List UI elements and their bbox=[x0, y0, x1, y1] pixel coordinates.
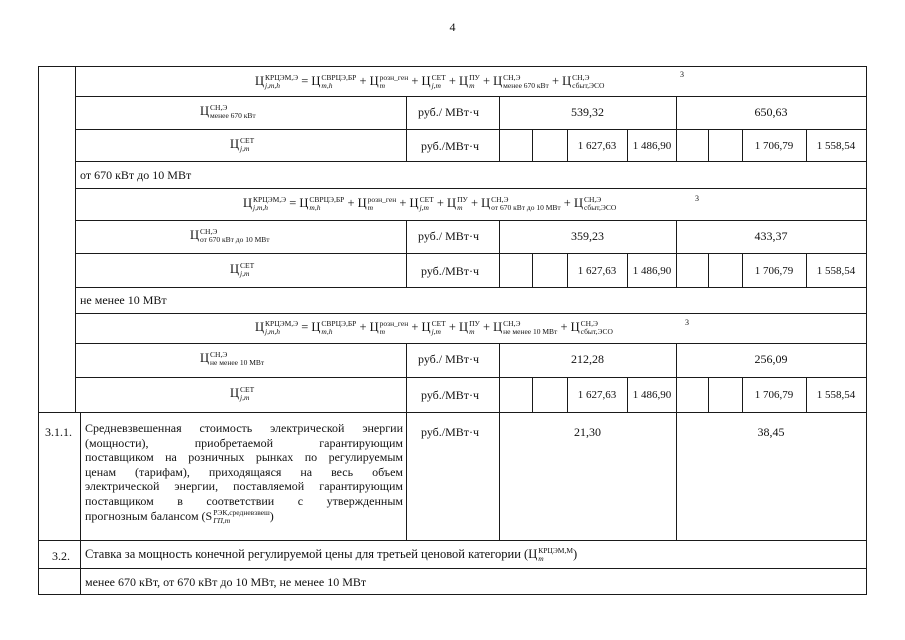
value-cell: 1 706,79 bbox=[754, 389, 794, 401]
column-divider bbox=[406, 220, 407, 287]
value-cell: 1 627,63 bbox=[577, 389, 617, 401]
row-divider bbox=[75, 129, 867, 130]
row-divider bbox=[75, 220, 867, 221]
row-divider bbox=[75, 343, 867, 344]
row-divider bbox=[75, 188, 867, 189]
group-header: не менее 10 МВт bbox=[80, 293, 167, 307]
value-cell: 1 706,79 bbox=[754, 265, 794, 277]
row-divider bbox=[38, 540, 867, 541]
subcolumn-divider bbox=[708, 129, 709, 161]
value-cell: 1 558,54 bbox=[816, 265, 856, 277]
formula-krcem-670-10: Ц КРЦЭМ,Э j,m,h = Ц СВРЦЭ,БР m,h + Ц розн_ген m + Ц СЕТ j,m + Ц ПУ m + Ц СН,Э от 670 кВт до 10 МВт + Ц СН,Э сбыт,ЭСО bbox=[243, 195, 617, 213]
cn-label: Ц СН,Э менее 670 кВт bbox=[200, 103, 256, 121]
row-divider bbox=[75, 313, 867, 314]
row-divider bbox=[75, 377, 867, 378]
value-cell: 650,63 bbox=[754, 105, 788, 119]
value-cell: 359,23 bbox=[571, 229, 604, 243]
formula-krcem-less-670: Ц КРЦЭМ,Э j,m,h = Ц СВРЦЭ,БР m,h + Ц розн_ген m + Ц СЕТ j,m + Ц ПУ m + Ц СН,Э менее 670 кВт + Ц СН,Э сбыт,ЭСО bbox=[255, 73, 605, 91]
row-number: 3.1.1. bbox=[45, 425, 72, 439]
column-divider bbox=[75, 66, 76, 412]
row-divider bbox=[75, 287, 867, 288]
unit-cell: руб./ МВт·ч bbox=[418, 352, 480, 366]
subcolumn-divider bbox=[532, 253, 533, 287]
value-cell: 1 558,54 bbox=[816, 389, 856, 401]
row-divider bbox=[75, 96, 867, 97]
row-description: менее 670 кВт, от 670 кВт до 10 МВт, не менее 10 МВт bbox=[85, 575, 367, 589]
set-label: Ц СЕТ j,m bbox=[230, 385, 255, 403]
value-cell: 21,30 bbox=[574, 425, 601, 439]
unit-cell: руб./МВт·ч bbox=[421, 388, 480, 402]
formula-krcem-not-less-10: Ц КРЦЭМ,Э j,m,h = Ц СВРЦЭ,БР m,h + Ц розн_ген m + Ц СЕТ j,m + Ц ПУ m + Ц СН,Э не менее 10 МВт + Ц СН,Э сбыт,ЭСО bbox=[255, 319, 613, 337]
description-line: ценам (тарифам), приходящаяся на весь объем bbox=[85, 464, 403, 479]
description-line: прогнозным балансом (S РЭК,средневзвеш ГП,m ) bbox=[85, 507, 274, 525]
set-label: Ц СЕТ j,m bbox=[230, 261, 255, 279]
footnote-marker: 3 bbox=[695, 194, 699, 203]
table-border-right bbox=[866, 66, 867, 594]
footnote-marker: 3 bbox=[685, 318, 689, 327]
value-cell: 1 486,90 bbox=[632, 265, 672, 277]
footnote-marker: 3 bbox=[680, 70, 684, 79]
value-cell: 539,32 bbox=[571, 105, 604, 119]
value-cell: 256,09 bbox=[754, 352, 788, 366]
unit-cell: руб./МВт·ч bbox=[421, 139, 480, 153]
cn-label: Ц СН,Э не менее 10 МВт bbox=[200, 350, 265, 368]
column-divider bbox=[80, 412, 81, 594]
unit-cell: руб./ МВт·ч bbox=[418, 105, 480, 119]
row-divider bbox=[38, 568, 867, 569]
unit-cell: руб./МВт·ч bbox=[421, 264, 480, 278]
row-divider bbox=[75, 161, 867, 162]
column-divider bbox=[406, 96, 407, 161]
column-divider bbox=[676, 343, 677, 540]
row-description: Ставка за мощность конечной регулируемой цены для третьей ценовой категории (Ц КРЦЭМ,М m ) bbox=[85, 546, 578, 564]
table-border-left bbox=[38, 66, 39, 594]
description-line: электрической энергии, поставляемой гарантирующим bbox=[85, 479, 403, 494]
subcolumn-divider bbox=[708, 377, 709, 412]
subcolumn-divider bbox=[708, 253, 709, 287]
value-cell: 1 627,63 bbox=[577, 140, 617, 152]
page-number: 4 bbox=[449, 20, 456, 34]
description-line: Средневзвешенная стоимость электрической энергии bbox=[85, 421, 403, 435]
row-description bbox=[85, 421, 403, 525]
value-cell: 1 627,63 bbox=[577, 265, 617, 277]
subcolumn-divider bbox=[532, 129, 533, 161]
value-cell: 1 486,90 bbox=[632, 389, 672, 401]
column-divider bbox=[406, 343, 407, 540]
row-divider bbox=[75, 253, 867, 254]
table-border-bottom bbox=[38, 594, 867, 595]
value-cell: 1 706,79 bbox=[754, 140, 794, 152]
row-number: 3.2. bbox=[52, 549, 70, 563]
value-cell: 38,45 bbox=[757, 425, 785, 439]
column-divider bbox=[499, 343, 500, 540]
value-cell: 433,37 bbox=[754, 229, 788, 243]
row-divider bbox=[38, 412, 867, 413]
unit-cell: руб./МВт·ч bbox=[421, 425, 480, 439]
unit-cell: руб./ МВт·ч bbox=[418, 229, 480, 243]
group-header: от 670 кВт до 10 МВт bbox=[80, 168, 192, 182]
value-cell: 1 486,90 bbox=[632, 140, 672, 152]
cn-label: Ц СН,Э от 670 кВт до 10 МВт bbox=[190, 227, 270, 245]
value-cell: 212,28 bbox=[571, 352, 604, 366]
description-line: поставщиком в соответствии с утвержденным bbox=[85, 493, 403, 508]
table-border-top bbox=[38, 66, 867, 67]
description-line: (мощности), приобретаемой гарантирующим bbox=[85, 435, 403, 450]
description-line: поставщиком на розничных рынках по регулируемым bbox=[85, 450, 403, 465]
value-cell: 1 558,54 bbox=[816, 140, 856, 152]
set-label: Ц СЕТ j,m bbox=[230, 136, 255, 154]
subcolumn-divider bbox=[532, 377, 533, 412]
